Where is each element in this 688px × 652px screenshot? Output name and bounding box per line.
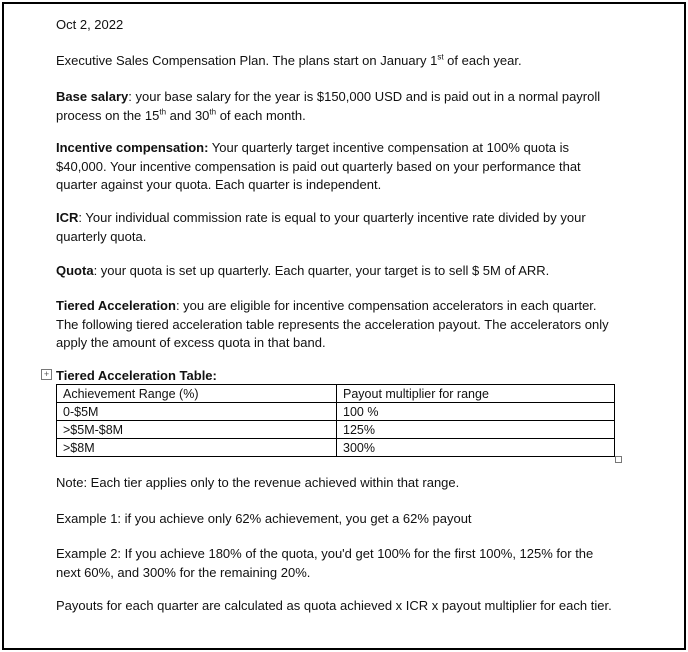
example-2-paragraph: Example 2: If you achieve 180% of the quota, you'd get 100% for the first 100%, 125% for the next 60%, and 300% for the remaining 20%.: [56, 546, 594, 580]
incentive-paragraph: Incentive compensation: Your quarterly target incentive compensation at 100% quota is $40,000. Your incentive compensation is paid out quarterly based on your performance that quarter against your quota. Each quarter is independent.: [56, 140, 581, 192]
table-header-cell: Payout multiplier for range: [337, 385, 615, 403]
intro-paragraph: Executive Sales Compensation Plan. The plans start on January 1st of each year.: [56, 52, 522, 68]
icr-paragraph: ICR: Your individual commission rate is equal to your quarterly incentive rate divided by your quarterly quota.: [56, 210, 586, 244]
quota-paragraph: Quota: your quota is set up quarterly. Each quarter, your target is to sell $ 5M of ARR.: [56, 263, 550, 278]
table-move-handle-icon[interactable]: +: [41, 369, 52, 380]
table-cell: 125%: [337, 421, 615, 439]
table-row: [57, 403, 615, 421]
tiered-acceleration-paragraph: Tiered Acceleration: you are eligible for incentive compensation accelerators in each quarter. The following tiered acceleration table represents the acceleration payout. The accelerators only apply the amount of excess quota in that band.: [56, 298, 609, 350]
quota-label: Quota: [56, 263, 94, 278]
table-row: [57, 439, 615, 457]
table-header-row: [57, 385, 615, 403]
table-row: [57, 421, 615, 439]
table-resize-handle[interactable]: [615, 456, 622, 463]
table-cell: 300%: [337, 439, 615, 457]
table-cell: 0-$5M: [57, 403, 337, 421]
base-salary-label: Base salary: [56, 89, 129, 104]
table-cell: >$8M: [57, 439, 337, 457]
incentive-label: Incentive compensation:: [56, 140, 209, 155]
tiered-acceleration-label: Tiered Acceleration: [56, 298, 176, 313]
base-salary-paragraph: Base salary: your base salary for the year is $150,000 USD and is paid out in a normal payroll process on the 15th and 30th of each month.: [56, 89, 601, 123]
note-paragraph: Note: Each tier applies only to the revenue achieved within that range.: [56, 475, 460, 490]
table-title-row: [43, 367, 616, 386]
example-1-paragraph: Example 1: if you achieve only 62% achievement, you get a 62% payout: [56, 511, 472, 526]
table-cell: >$5M-$8M: [57, 421, 337, 439]
tiered-acceleration-table: [56, 384, 615, 457]
table-header-cell: Achievement Range (%): [57, 385, 337, 403]
table-cell: 100 %: [337, 403, 615, 421]
table-title: Tiered Acceleration Table:: [56, 368, 217, 383]
payouts-paragraph: Payouts for each quarter are calculated as quota achieved x ICR x payout multiplier for each tier.: [56, 598, 612, 613]
document-date: Oct 2, 2022: [56, 17, 124, 32]
icr-label: ICR: [56, 210, 79, 225]
